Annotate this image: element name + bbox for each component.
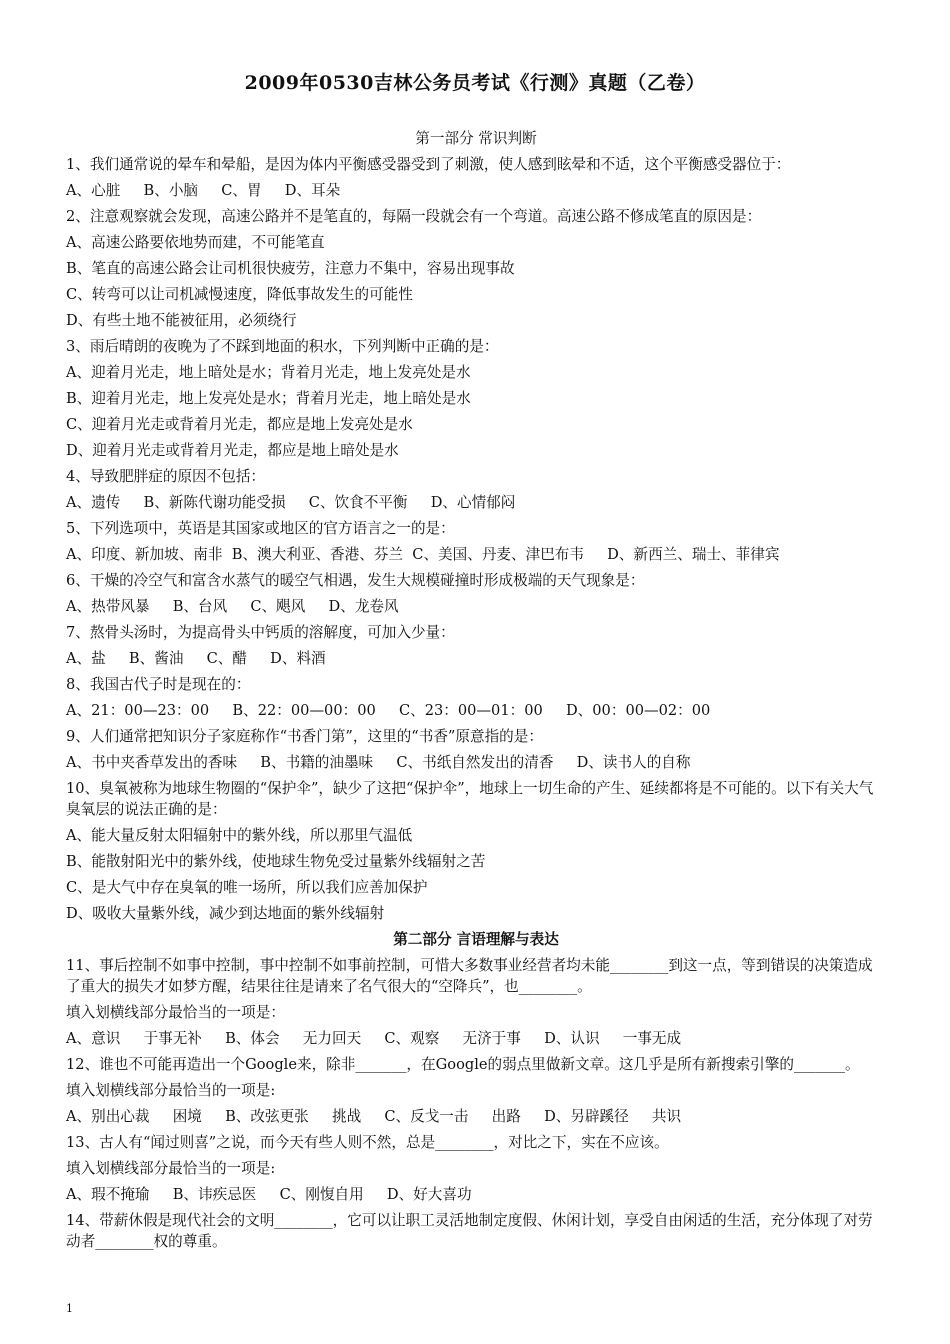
options-line: A、书中夹香草发出的香味 B、书籍的油墨味 C、书纸自然发出的清香 D、读书人的自称: [66, 754, 691, 771]
option-line: C、迎着月光走或背着月光走，都应是地上发亮处是水: [66, 416, 413, 433]
options-line: A、热带风暴 B、台风 C、飓风 D、龙卷风: [66, 598, 399, 615]
question-stem: 12、谁也不可能再造出一个Google来，除非_______，在Google的弱点里做新文章。这几乎是所有新搜索引擎的_______。: [66, 1056, 860, 1073]
question-stem: 4、导致肥胖症的原因不包括：: [66, 468, 266, 485]
section-heading: 第一部分 常识判断: [415, 130, 537, 147]
options-line: A、遗传 B、新陈代谢功能受损 C、饮食不平衡 D、心情郁闷: [66, 494, 516, 511]
question-stem: 7、熬骨头汤时，为提高骨头中钙质的溶解度，可加入少量：: [66, 624, 455, 641]
question-stem: 10、臭氧被称为地球生物圈的“保护伞”，缺少了这把“保护伞”，地球上一切生命的产生、延续都将是不可能的。以下有关大气臭氧层的说法正确的是：: [66, 780, 874, 818]
options-line: A、印度、新加坡、南非 B、澳大利亚、香港、芬兰 C、美国、丹麦、津巴布韦 D、新西兰、瑞士、菲律宾: [66, 546, 780, 563]
option-line: C、转弯可以让司机减慢速度，降低事故发生的可能性: [66, 286, 413, 303]
option-line: D、迎着月光走或背着月光走，都应是地上暗处是水: [66, 442, 399, 459]
section-heading: 第二部分 言语理解与表达: [393, 931, 559, 948]
instruction-line: 填入划横线部分最恰当的一项是:: [66, 1082, 276, 1099]
question-stem: 1、我们通常说的晕车和晕船，是因为体内平衡感受器受到了刺激，使人感到眩晕和不适，这个平衡感受器位于：: [66, 156, 791, 173]
option-line: B、能散射阳光中的紫外线，使地球生物免受过量紫外线辐射之苦: [66, 853, 486, 870]
question-stem: 14、带薪休假是现代社会的文明________，它可以让职工灵活地制定度假、休闲计划，享受自由闲适的生活，充分体现了对劳动者________权的尊重。: [66, 1212, 873, 1250]
document-title: 2009年0530吉林公务员考试《行测》真题（乙卷）: [244, 72, 706, 94]
option-line: A、迎着月光走，地上暗处是水；背着月光走，地上发亮处是水: [66, 364, 471, 381]
option-line: B、迎着月光走，地上发亮处是水；背着月光走，地上暗处是水: [66, 390, 471, 407]
option-line: A、能大量反射太阳辐射中的紫外线，所以那里气温低: [66, 827, 413, 844]
instruction-line: 填入划横线部分最恰当的一项是：: [66, 1004, 285, 1021]
question-stem: 8、我国古代子时是现在的：: [66, 676, 251, 693]
question-stem: 5、下列选项中，英语是其国家或地区的官方语言之一的是：: [66, 520, 455, 537]
options-line: A、别出心裁 困境 B、改弦更张 挑战 C、反戈一击 出路 D、另辟蹊径 共识: [66, 1108, 682, 1125]
option-line: B、笔直的高速公路会让司机很快疲劳，注意力不集中，容易出现事故: [66, 260, 515, 277]
option-line: D、有些土地不能被征用，必须绕行: [66, 312, 297, 329]
options-line: A、心脏 B、小脑 C、胃 D、耳朵: [66, 182, 341, 199]
options-line: A、瑕不掩瑜 B、讳疾忌医 C、刚愎自用 D、好大喜功: [66, 1186, 472, 1203]
question-stem: 9、人们通常把知识分子家庭称作“书香门第”，这里的“书香”原意指的是：: [66, 728, 543, 745]
page-number: 1: [66, 1302, 73, 1315]
option-line: A、高速公路要依地势而建，不可能笔直: [66, 234, 325, 251]
options-line: A、21：00—23：00 B、22：00—00：00 C、23：00—01：00 D、00：00—02：00: [66, 702, 711, 719]
question-stem: 13、古人有“闻过则喜”之说，而今天有些人则不然，总是________，对比之下，实在不应该。: [66, 1134, 669, 1151]
instruction-line: 填入划横线部分最恰当的一项是:: [66, 1160, 276, 1177]
exam-content: [66, 126, 886, 1255]
question-stem: 2、注意观察就会发现，高速公路并不是笔直的，每隔一段就会有一个弯道。高速公路不修成笔直的原因是：: [66, 208, 762, 225]
options-line: A、意识 于事无补 B、体会 无力回天 C、观察 无济于事 D、认识 一事无成: [66, 1030, 682, 1047]
option-line: C、是大气中存在臭氧的唯一场所，所以我们应善加保护: [66, 879, 428, 896]
question-stem: 11、事后控制不如事中控制，事中控制不如事前控制，可惜大多数事业经营者均未能________到这一点，等到错误的决策造成了重大的损失才如梦方醒，结果往往是请来了名气很大的“空降兵”，也________。: [66, 957, 873, 995]
option-line: D、吸收大量紫外线，减少到达地面的紫外线辐射: [66, 905, 385, 922]
question-stem: 6、干燥的冷空气和富含水蒸气的暖空气相遇，发生大规模碰撞时形成极端的天气现象是：: [66, 572, 645, 589]
options-line: A、盐 B、酱油 C、醋 D、料酒: [66, 650, 326, 667]
question-stem: 3、雨后晴朗的夜晚为了不踩到地面的积水，下列判断中正确的是：: [66, 338, 499, 355]
